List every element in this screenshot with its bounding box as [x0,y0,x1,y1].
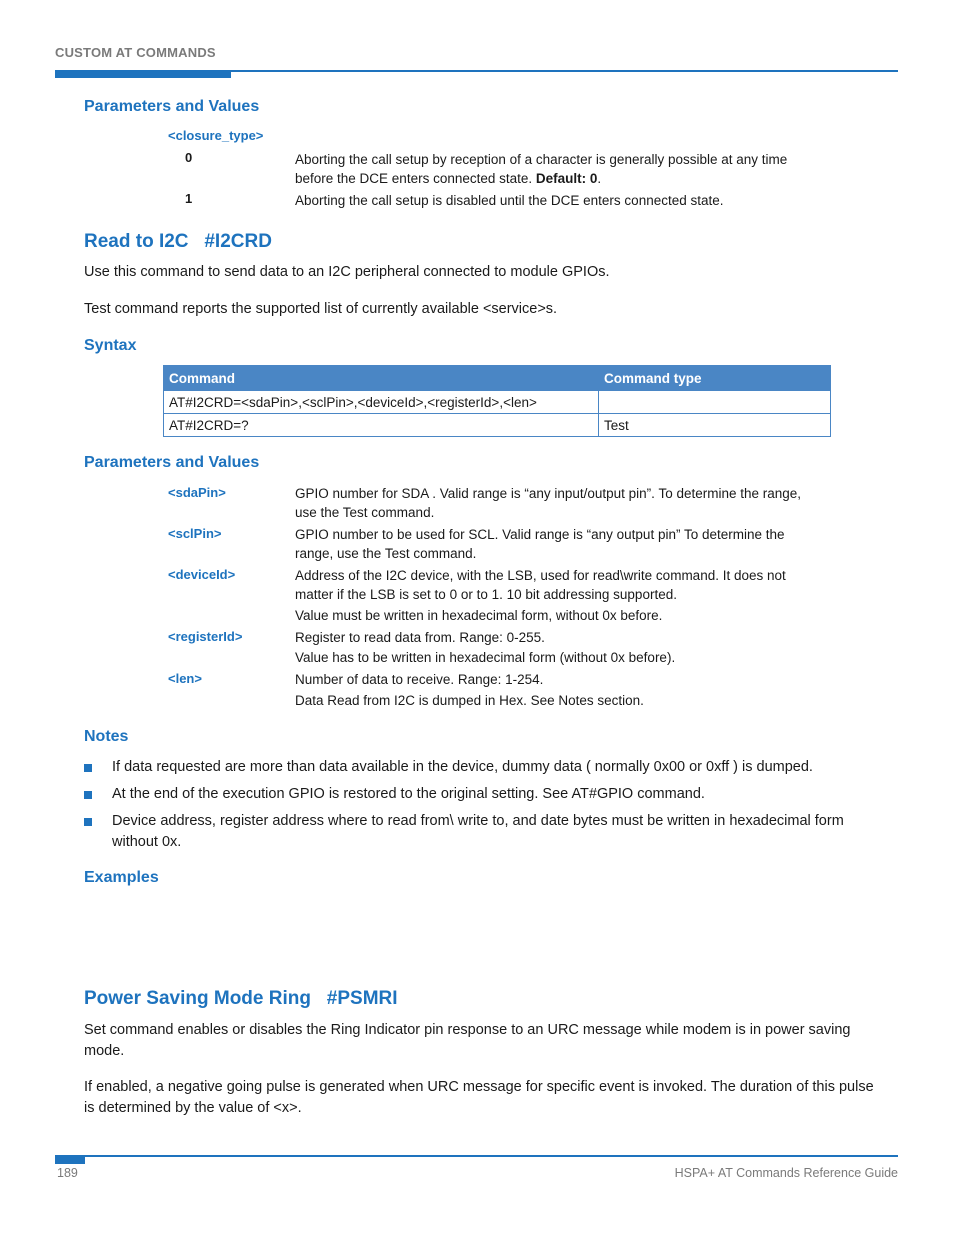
psmri-para-1: Set command enables or disables the Ring Indicator pin response to an URC message while modem is in power saving mode. [84,1022,851,1059]
section-title-psmri: Power Saving Mode Ring #PSMRI [84,988,398,1009]
param-deviceid: <deviceId> [168,567,236,582]
footer-accent-block [55,1155,85,1164]
param-len-desc: Number of data to receive. Range: 1-254. [295,672,544,687]
table-cell-type [599,391,831,414]
prev-params-heading: Parameters and Values [84,98,260,115]
note-item: At the end of the execution GPIO is restored to the original setting. See AT#GPIO command. [112,786,705,802]
i2crd-para-2: Test command reports the supported list of currently available <service>s. [84,301,558,317]
bullet-icon [84,818,92,826]
note-item: Device address, register address where to read from\ write to, and date bytes must be written in hexadecimal form without 0x. [112,813,844,850]
footer-doc-title: HSPA+ AT Commands Reference Guide [674,1166,898,1180]
bullet-icon [84,791,92,799]
table-header-row [164,366,831,391]
param-len: <len> [168,671,202,686]
param-value-0: 0 [185,150,193,165]
table-header-command: Command [164,366,599,391]
note-item: If data requested are more than data available in the device, dummy data ( normally 0x00 or 0xff ) is dumped. [112,759,813,775]
table-cell-command: AT#I2CRD=<sdaPin>,<sclPin>,<deviceId>,<registerId>,<len> [164,391,599,414]
param-sclpin: <sclPin> [168,526,222,541]
notes-heading: Notes [84,728,129,745]
param-registerid-desc-2: Value has to be written in hexadecimal form (without 0x before). [295,650,676,665]
params-heading: Parameters and Values [84,454,260,471]
section-title-i2crd: Read to I2C #I2CRD [84,231,272,252]
header-accent-block [55,70,231,78]
syntax-heading: Syntax [84,337,137,354]
syntax-table [163,365,831,437]
i2crd-para-1: Use this command to send data to an I2C peripheral connected to module GPIOs. [84,264,610,280]
table-row [164,391,831,414]
param-deviceid-desc: Address of the I2C device, with the LSB, used for read\write command. It does not matter if the LSB is set to 0 or to 1. 10 bit addressing supported. [295,568,786,602]
param-deviceid-desc-2: Value must be written in hexadecimal form, without 0x before. [295,608,663,623]
table-cell-type: Test [599,414,831,437]
param-sdapin: <sdaPin> [168,485,226,500]
psmri-para-2: If enabled, a negative going pulse is generated when URC message for specific event is invoked. The duration of this pulse is determined by the value of <x>. [84,1079,874,1116]
table-cell-command: AT#I2CRD=? [164,414,599,437]
running-header: CUSTOM AT COMMANDS [55,45,216,60]
param-value-1: 1 [185,191,193,206]
param-closure-type: <closure_type> [168,128,264,143]
footer-rule [55,1155,898,1157]
param-len-desc-2: Data Read from I2C is dumped in Hex. See Notes section. [295,693,644,708]
param-sdapin-desc: GPIO number for SDA . Valid range is “any input/output pin”. To determine the range, use the Test command. [295,486,802,520]
param-registerid: <registerId> [168,629,243,644]
param-registerid-desc: Register to read data from. Range: 0-255. [295,630,545,645]
examples-heading: Examples [84,869,159,886]
page-number: 189 [57,1166,78,1180]
bullet-icon [84,764,92,772]
param-value-0-desc: Aborting the call setup by reception of a character is generally possible at any time before the DCE enters connected state. Default: 0. [295,152,788,186]
table-row [164,414,831,437]
table-header-command-type: Command type [599,366,831,391]
param-value-1-desc: Aborting the call setup is disabled until the DCE enters connected state. [295,193,724,208]
param-sclpin-desc: GPIO number to be used for SCL. Valid range is “any output pin” To determine the range, use the Test command. [295,527,785,561]
